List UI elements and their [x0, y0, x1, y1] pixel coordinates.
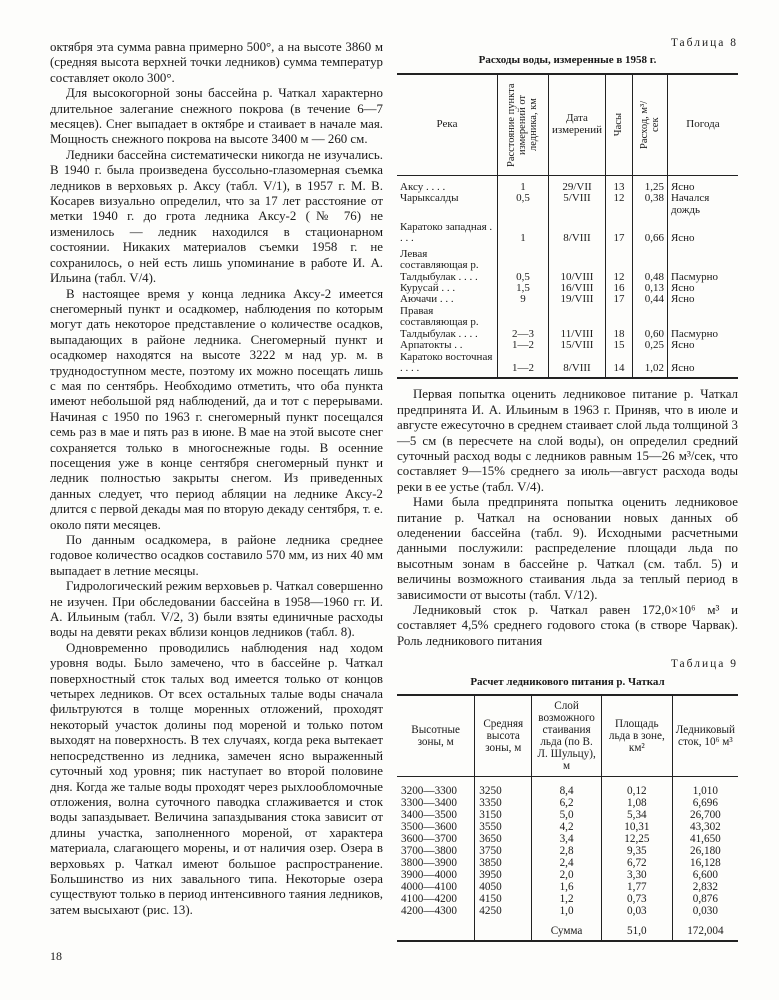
weather-cell: Пасмурно — [667, 306, 738, 340]
river-cell: Арпатокты . . — [400, 339, 463, 352]
table8 — [397, 73, 738, 380]
river-cell: Аючачи . . . — [400, 293, 454, 306]
table-row — [397, 845, 738, 857]
date-cell: 8/VIII — [549, 352, 606, 379]
discharge-cell: 1,02 — [632, 352, 667, 379]
page-number: 18 — [50, 949, 62, 963]
area-cell: 1,08 — [601, 797, 672, 809]
mean-height-cell: 3350 — [475, 797, 532, 809]
area-cell: 5,34 — [601, 809, 672, 821]
river-cell: Аксу . . . . — [400, 180, 446, 193]
distance-cell: 1—2 — [498, 352, 549, 379]
distance-cell: 0,5 — [498, 193, 549, 216]
date-cell: 15/VIII — [549, 340, 606, 351]
paragraph: Ледники бассейна систематически никогда не изучались. В 1940 г. была произведена буссольно-глазомерная съемка ледников в верховьях р. Аксу (табл. V/1), в 1957 г. М. В. Косарев визуально определил, что за 17 лет расстояние от метки 1940 г. до грота ледника Аксу-2 (№ 76) не изменилось — ледник находился в стационарном состоянии. Никаких материалов съемки 1958 г. не сохранилось, о ней есть лишь упоминание в работе И. А. Ильина (табл. V/4). — [50, 147, 383, 286]
hours-cell: 13 — [605, 175, 632, 193]
melt-cell: 8,4 — [532, 777, 602, 798]
table-row — [397, 216, 738, 245]
table8-header-hours-text: Часы — [613, 113, 625, 137]
paragraph: В настоящее время у конца ледника Аксу-2 имеется снегомерный пункт и осадкомер, наблюдения по которым могут дать некоторое представление о количестве осадков, выпадающих в районе ледника. Снегомерный пункт и осадкомер находятся на высоте 3222 м над ур. м. в труднодоступном месте, поэтому их можно посещать лишь с мая по сентябрь. Необходимо отметить, что оба пункта имеют небольшой ряд наблюдений, да и тот с перерывами. Начиная с 1950 по 1963 г. снегомерный пункт посещался семь раз в мае и пять раз в июне. В мае на этой высоте снег сохраняется только в многоснежные годы. В осенние посещения уже в конце сентября снегомерный пункт и ледник полностью закрыты снегом. Из приведенных данных следует, что период абляции на леднике Аксу-2 длится с первой декады мая по вторую декаду сентября, т. е. около пяти месяцев. — [50, 286, 383, 532]
runoff-cell: 43,302 — [672, 821, 738, 833]
table9-header-melt: Слой возможного стаивания льда (по В. Л. Шульцу), м — [532, 695, 602, 777]
area-cell: 0,73 — [601, 893, 672, 905]
runoff-cell: 26,180 — [672, 845, 738, 857]
discharge-cell: 0,66 — [632, 216, 667, 245]
table-row — [397, 306, 738, 340]
date-cell: 16/VIII — [549, 283, 606, 294]
table-row — [397, 294, 738, 305]
melt-cell: 2,4 — [532, 857, 602, 869]
discharge-cell: 0,48 — [632, 245, 667, 283]
table-row — [397, 833, 738, 845]
area-cell: 12,25 — [601, 833, 672, 845]
discharge-cell: 0,60 — [632, 306, 667, 340]
zone-cell: 3300—3400 — [401, 797, 457, 810]
zone-cell: 3400—3500 — [401, 809, 457, 822]
paragraph: Первая попытка оценить ледниковое питание р. Чаткал предпринята И. А. Ильиным в 1963 г. Приняв, что в июле и августе ежесуточно в среднем стаивает слой льда толщиной 3—5 см (в пересчете на слой воды), он определил средний суточный расход воды с ледников равным 15—26 м³/сек, что составляет 9—15% среднего за июль—август расхода воды реки в ее устье (табл. V/4). — [397, 387, 738, 494]
date-cell: 11/VIII — [549, 306, 606, 340]
mean-height-cell: 4150 — [475, 893, 532, 905]
table8-header-row — [397, 74, 738, 176]
table-row — [397, 340, 738, 351]
distance-cell: 1,5 — [498, 283, 549, 294]
river-cell: Правая составляющая р. Талдыбулак . . . . — [400, 304, 479, 340]
mean-height-cell: 4250 — [475, 905, 532, 917]
table8-label: Таблица 8 — [670, 37, 738, 49]
paragraph: октября эта сумма равна примерно 500°, а на высоте 3860 м (средняя высота верхней точки ледников) сумма температур составляет около 300°. — [50, 40, 383, 85]
runoff-cell: 41,650 — [672, 833, 738, 845]
distance-cell: 0,5 — [498, 245, 549, 283]
table8-header-distance-text: Расстояние пункта измерений от ледника, км — [506, 83, 539, 167]
right-column — [397, 36, 738, 942]
zone-cell: 4100—4200 — [401, 893, 457, 906]
zone-cell: 4200—4300 — [401, 905, 457, 918]
distance-cell: 1—2 — [498, 340, 549, 351]
table-row — [397, 175, 738, 193]
zone-cell: 3200—3300 — [401, 785, 457, 798]
table9-header-area: Площадь льда в зоне, км² — [601, 695, 672, 777]
date-cell: 5/VIII — [549, 193, 606, 216]
hours-cell: 16 — [605, 283, 632, 294]
sum-runoff: 172,004 — [672, 917, 738, 941]
melt-cell: 3,4 — [532, 833, 602, 845]
weather-cell: Ясно — [667, 294, 738, 305]
paragraph: Нами была предпринята попытка оценить ледниковое питание р. Чаткал на основании новых данных об оледенении бассейна (табл. 9). Исходными расчетными данными послужили: распределение площади льда по высотным зонам в бассейне р. Чаткал (см. табл. 5) и величины возможного стаивания льда за теплый период в зависимости от высоты (табл. V/12). — [397, 495, 738, 602]
hours-cell: 18 — [605, 306, 632, 340]
river-cell: Курусай . . . — [400, 282, 456, 295]
table8-header-discharge — [632, 74, 667, 176]
hours-cell: 12 — [605, 193, 632, 216]
table-row — [397, 905, 738, 917]
paragraph: Одновременно проводились наблюдения над ходом уровня воды. Было замечено, что в бассейне р. Чаткал поверхностный сток талых вод имеется только от концов четырех ледников. От всех остальных талые воды сначала фильтруются в толще моренных отложений, проходят некоторый участок долины под мореной и только потом выходят на поверхность. В тех случаях, когда река вытекает непосредственно из ледника, замечен ясно выраженный суточный ход уровня; пик наступает во второй половине дня. Когда же талые воды проходят через рыхлообломочные отложения, волна суточного паводка сглаживается и сток воды запаздывает. Величина запаздывания стока зависит от длины участка, заполненного мореной, от характера материала, слагающего морены, и от наличия озер. Озера в верховьях р. Чаткал имеют большое распространение. Большинство из них завального типа. Некоторые озера существуют только в период интенсивного таяния ледников, затем высыхают (рис. 13). — [50, 640, 384, 917]
river-cell: Левая составляющая р. Талдыбулак . . . . — [400, 247, 479, 283]
area-cell: 9,35 — [601, 845, 672, 857]
distance-cell: 1 — [498, 216, 549, 245]
mean-height-cell: 3950 — [475, 869, 532, 881]
mean-height-cell: 4050 — [475, 881, 532, 893]
mean-height-cell: 3150 — [475, 809, 532, 821]
weather-cell: Пасмурно — [667, 245, 738, 283]
hours-cell: 14 — [605, 352, 632, 379]
runoff-cell: 0,030 — [672, 905, 738, 917]
mean-height-cell: 3250 — [475, 777, 532, 798]
runoff-cell: 1,010 — [672, 777, 738, 798]
date-cell: 19/VIII — [549, 294, 606, 305]
runoff-cell: 16,128 — [672, 857, 738, 869]
table8-header-hours — [605, 74, 632, 176]
runoff-cell: 2,832 — [672, 881, 738, 893]
melt-cell: 1,0 — [532, 905, 602, 917]
area-cell: 0,12 — [601, 777, 672, 798]
area-cell: 10,31 — [601, 821, 672, 833]
table-row — [397, 857, 738, 869]
hours-cell: 17 — [605, 216, 632, 245]
date-cell: 10/VIII — [549, 245, 606, 283]
table-row — [397, 352, 738, 379]
table-row — [397, 893, 738, 905]
table8-header-discharge-text: Расход, м³/сек — [638, 100, 661, 149]
table-row — [397, 245, 738, 283]
table-row — [397, 809, 738, 821]
table8-header-weather: Погода — [667, 74, 738, 176]
zone-cell: 4000—4100 — [401, 881, 457, 894]
zone-cell: 3700—3800 — [401, 845, 457, 858]
table8-header-date: Дата измерений — [549, 74, 606, 176]
date-cell: 8/VIII — [549, 216, 606, 245]
table-row — [397, 797, 738, 809]
table9-title: Расчет ледникового питания р. Чаткал — [470, 675, 665, 688]
table-row — [397, 869, 738, 881]
sum-label: Сумма — [532, 917, 602, 941]
discharge-cell: 1,25 — [632, 175, 667, 193]
hours-cell: 17 — [605, 294, 632, 305]
paragraph: По данным осадкомера, в районе ледника среднее годовое количество осадков составило 570 мм, из них 40 мм выпадает в летние месяцы. — [50, 533, 383, 578]
melt-cell: 4,2 — [532, 821, 602, 833]
paragraph: Гидрологический режим верховьев р. Чаткал совершенно не изучен. При обследовании бассейна в 1958—1960 гг. И. А. Ильиным (табл. V/2, 3) были взяты единичные расходы воды на девяти реках вблизи концов ледников (табл. 8). — [50, 579, 383, 640]
zone-cell: 3900—4000 — [401, 869, 457, 882]
runoff-cell: 6,600 — [672, 869, 738, 881]
melt-cell: 2,0 — [532, 869, 602, 881]
discharge-cell: 0,44 — [632, 294, 667, 305]
melt-cell: 6,2 — [532, 797, 602, 809]
table9-header-mean-height: Средняя высота зоны, м — [475, 695, 532, 777]
weather-cell: Начался дождь — [667, 193, 738, 216]
mean-height-cell: 3750 — [475, 845, 532, 857]
distance-cell: 2—3 — [498, 306, 549, 340]
hours-cell: 15 — [605, 340, 632, 351]
table-row — [397, 193, 738, 216]
table-row — [397, 881, 738, 893]
weather-cell: Ясно — [667, 352, 738, 379]
table-row — [397, 821, 738, 833]
area-cell: 0,03 — [601, 905, 672, 917]
table8-title: Расходы воды, измеренные в 1958 г. — [478, 54, 657, 67]
sum-empty-cell — [397, 917, 475, 941]
weather-cell: Ясно — [667, 216, 738, 245]
discharge-cell: 0,25 — [632, 340, 667, 351]
table9-header-zone: Высотные зоны, м — [397, 695, 475, 777]
runoff-cell: 26,700 — [672, 809, 738, 821]
zone-cell: 3500—3600 — [401, 821, 457, 834]
zone-cell: 3600—3700 — [401, 833, 457, 846]
zone-cell: 3800—3900 — [401, 857, 457, 870]
weather-cell: Ясно — [667, 340, 738, 351]
weather-cell: Ясно — [667, 175, 738, 193]
river-cell: Чарыксалды — [400, 192, 459, 205]
mean-height-cell: 3850 — [475, 857, 532, 869]
table9-header-row — [397, 695, 738, 777]
melt-cell: 5,0 — [532, 809, 602, 821]
discharge-cell: 0,38 — [632, 193, 667, 216]
distance-cell: 9 — [498, 294, 549, 305]
paragraph: Для высокогорной зоны бассейна р. Чаткал характерно длительное залегание снежного покрова (в течение 6—7 месяцев). Снег выпадает в октябре и стаивает в начале мая. Мощность снежного покрова на высоте 3400 м — 260 см. — [50, 86, 383, 147]
date-cell: 29/VII — [549, 175, 606, 193]
paragraph: Ледниковый сток р. Чаткал равен 172,0×10⁶ м³ и составляет 4,5% среднего годового стока (в створе Чарвак). Роль ледникового питания — [397, 603, 738, 648]
table9-header-runoff: Ледниковый сток, 10⁶ м³ — [672, 695, 738, 777]
table9-sum-row — [397, 917, 738, 941]
mean-height-cell: 3650 — [475, 833, 532, 845]
sum-empty-cell — [475, 917, 532, 941]
melt-cell: 1,2 — [532, 893, 602, 905]
melt-cell: 1,6 — [532, 881, 602, 893]
table8-header-distance — [498, 74, 549, 176]
area-cell: 1,77 — [601, 881, 672, 893]
sum-area: 51,0 — [601, 917, 672, 941]
discharge-cell: 0,13 — [632, 283, 667, 294]
table9 — [397, 694, 738, 942]
melt-cell: 2,8 — [532, 845, 602, 857]
runoff-cell: 0,876 — [672, 893, 738, 905]
area-cell: 6,72 — [601, 857, 672, 869]
area-cell: 3,30 — [601, 869, 672, 881]
runoff-cell: 6,696 — [672, 797, 738, 809]
weather-cell: Ясно — [667, 283, 738, 294]
distance-cell: 1 — [498, 175, 549, 193]
table9-label: Таблица 9 — [670, 658, 738, 671]
hours-cell: 12 — [605, 245, 632, 283]
table-row — [397, 777, 738, 798]
river-cell: Каратоко восточная . . . . — [397, 352, 498, 379]
table8-header-river: Река — [397, 74, 498, 176]
river-cell: Каратоко западная . . . . — [400, 221, 493, 245]
left-column — [50, 40, 383, 918]
mean-height-cell: 3550 — [475, 821, 532, 833]
